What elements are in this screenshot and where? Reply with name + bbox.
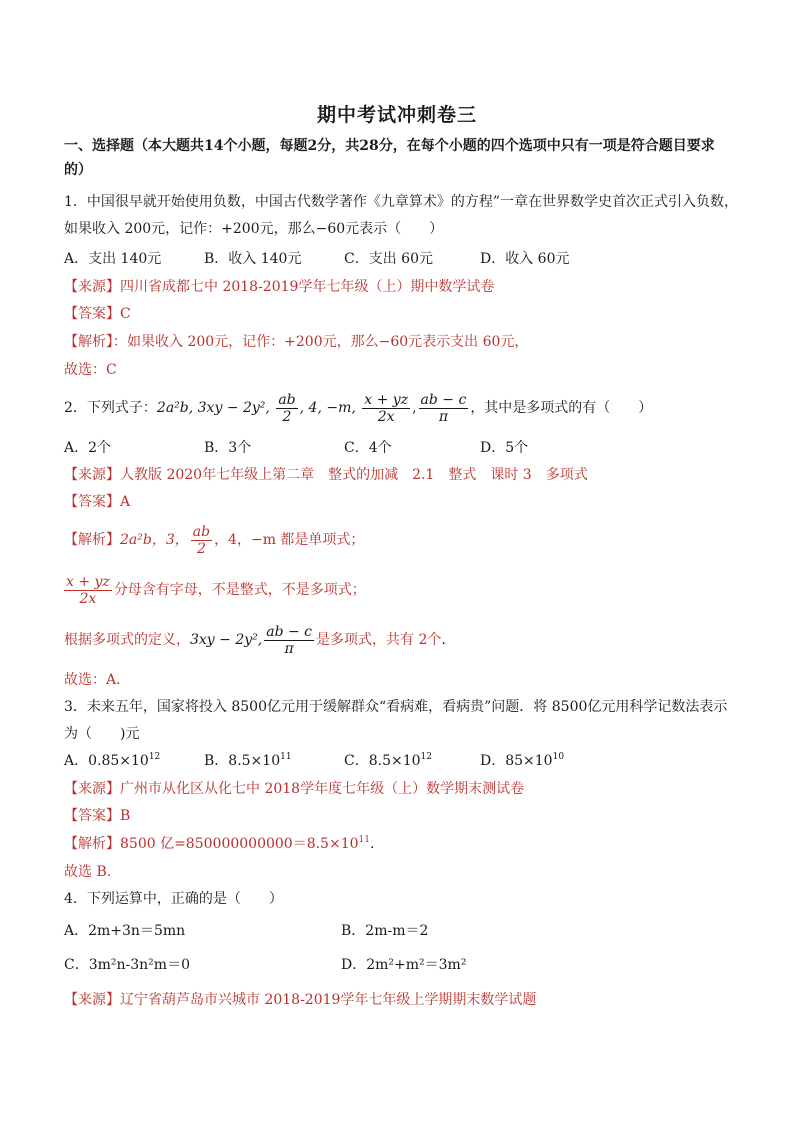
q1-option-c: C．支出 60元 <box>344 251 433 267</box>
q2-frac3-den: π <box>438 408 449 425</box>
q3-option-d <box>480 751 564 771</box>
q1-stem-line1: 1．中国很早就开始使用负数，中国古代数学著作《九章算术》的方程”一章在世界数学史首次正式引入负数， <box>64 194 739 210</box>
q3-option-b-base: B．8.5×10 <box>204 753 281 769</box>
q2-prefix: 2．下列式子： <box>64 400 157 416</box>
q4-option-c: C．3m²n-3n²m＝0 <box>64 957 190 973</box>
q2-analysis3-suffix: 是多项式，共有 <box>316 632 415 648</box>
q2-frac-ab-minus-c <box>419 392 469 425</box>
q1-options <box>64 249 570 269</box>
q2-source: 【来源】人教版 2020年七年级上第二章 整式的加减 2.1 整式 课时 3 多项式 <box>64 467 588 483</box>
q2-analysis3-frac <box>264 624 314 657</box>
q3-analysis-body: 8500 亿=850000000000＝8.5×10 <box>120 836 359 852</box>
q3-option-c <box>344 751 480 771</box>
q3-choice: 故选 B. <box>64 864 112 880</box>
q2-analysis-frac <box>191 524 212 557</box>
q4-source: 【来源】辽宁省葫芦岛市兴城市 2018-2019学年七年级上学期期末数学试题 <box>64 992 537 1008</box>
q2-analysis2-frac-num: x + yz <box>66 573 110 590</box>
q3-options <box>64 751 564 771</box>
q3-stem-line1: 3．未来五年，国家将投入 8500亿元用于缓解群众“看病难，看病贵”问题．将 8500亿元用科学记数法表示 <box>64 699 728 715</box>
q4-option-d: D．2m²+m²＝3m² <box>341 957 467 973</box>
q2-analysis-frac-den: 2 <box>196 540 206 557</box>
q1-stem-line2: 如果收入 200元，记作：+200元，那么−60元表示（ ） <box>64 221 444 237</box>
q4-option-a: A．2m+3n＝5mn <box>64 923 186 939</box>
section-heading-line2: 的） <box>64 162 92 178</box>
q2-option-c: C．4个 <box>344 440 392 456</box>
q2-frac2-den: 2x <box>377 408 395 425</box>
q2-expr-b: , 4, −m, <box>299 400 356 416</box>
q2-suffix: ，其中是多项式的有（ ） <box>470 400 653 416</box>
q2-option-a: A．2个 <box>64 440 112 456</box>
q1-option-b: B．收入 140元 <box>204 251 302 267</box>
q2-analysis3-prefix: 根据多项式的定义， <box>64 632 190 648</box>
q1-answer: 【答案】C <box>64 306 131 322</box>
q4-option-b: B．2m-m＝2 <box>341 923 429 939</box>
q2-analysis-line1 <box>64 520 364 560</box>
q3-option-c-base: C．8.5×10 <box>344 753 421 769</box>
q3-stem-line2: 为（ )元 <box>64 726 140 742</box>
q2-frac-ab-over-2 <box>276 392 297 425</box>
q2-analysis3-expr: 3xy − 2y², <box>190 632 263 648</box>
q2-answer: 【答案】A <box>64 494 131 510</box>
q1-choice: 故选：C <box>64 362 117 378</box>
q2-analysis3-end: . <box>441 632 446 648</box>
q3-option-a-base: A．0.85×10 <box>64 753 149 769</box>
q2-analysis-line2 <box>64 570 366 610</box>
q2-analysis-line3 <box>64 620 446 660</box>
q3-option-d-base: D．85×10 <box>480 753 553 769</box>
q4-stem: 4．下列运算中，正确的是（ ） <box>64 891 283 907</box>
q1-analysis: 【解析】：如果收入 200元，记作：+200元，那么−60元表示支出 60元， <box>64 334 529 350</box>
q1-option-a: A．支出 140元 <box>64 251 162 267</box>
q2-analysis3-count: 2个 <box>414 632 442 648</box>
q2-analysis2-frac <box>64 574 112 607</box>
q2-analysis3-frac-num: ab − c <box>266 623 313 640</box>
q3-option-b-exp: 11 <box>280 752 292 762</box>
q2-frac3-num: ab − c <box>420 391 467 408</box>
q2-analysis2-suffix: 分母含有字母，不是整式，不是多项式； <box>113 582 366 598</box>
q2-stem: 2．下列式子：2a²b, 3xy − 2y², $\frac{ab}{2}$ , 4, −m, $\frac{x + yz}{2x}$ , $\frac{ab - c}{\pi}$ ，其中是多项式的有（ ） <box>64 391 653 425</box>
q3-analysis-label: 【解析】 <box>64 836 120 852</box>
q2-analysis-frac-num: ab <box>192 523 211 540</box>
q2-analysis3-frac-den: π <box>284 640 294 657</box>
q1-option-d: D．收入 60元 <box>480 251 570 267</box>
q2-analysis-suffix: ，4，−m 都是单项式； <box>214 532 365 548</box>
q2-analysis2-frac-den: 2x <box>79 590 97 607</box>
q2-options <box>64 438 528 458</box>
q3-answer: 【答案】B <box>64 808 131 824</box>
q2-option-b: B．3个 <box>204 440 252 456</box>
q2-expr-a: 2a²b, 3xy − 2y², <box>156 400 270 416</box>
q2-frac1-den: 2 <box>282 408 292 425</box>
q2-frac-x-plus-yz <box>362 392 410 425</box>
q3-analysis-exp: 11 <box>358 835 370 845</box>
page-title: 期中考试冲刺卷三 <box>316 104 477 126</box>
q2-choice: 故选：A． <box>64 672 131 688</box>
q2-frac2-num: x + yz <box>364 391 409 408</box>
q2-analysis-label: 【解析】 <box>64 532 120 548</box>
q3-source: 【来源】广州市从化区从化七中 2018学年度七年级（上）数学期末测试卷 <box>64 781 525 797</box>
q3-option-d-exp: 10 <box>552 752 565 762</box>
section-heading-line1: 一、选择题（本大题共14个小题，每题2分，共28分，在每个小题的四个选项中只有一项是符合题目要求 <box>64 138 715 154</box>
q3-analysis-end: . <box>369 836 375 852</box>
q3-option-a <box>64 751 204 771</box>
q2-option-d: D．5个 <box>480 440 529 456</box>
q3-option-c-exp: 12 <box>420 752 432 762</box>
q2-analysis-expr: 2a²b，3， <box>120 532 189 548</box>
q3-analysis <box>64 834 374 854</box>
q3-option-a-exp: 12 <box>148 752 161 762</box>
q2-frac1-num: ab <box>278 391 296 408</box>
q3-option-b <box>204 751 344 771</box>
q1-source: 【来源】四川省成都七中 2018-2019学年七年级（上）期中数学试卷 <box>64 279 495 295</box>
